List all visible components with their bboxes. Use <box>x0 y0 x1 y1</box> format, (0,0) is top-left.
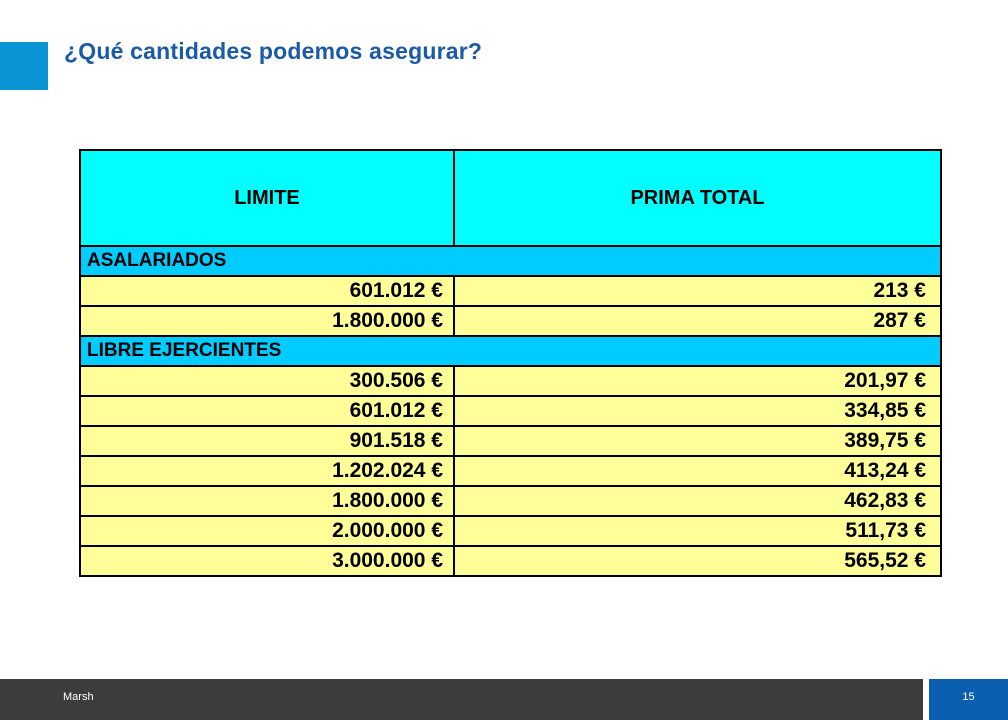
slide-title: ¿Qué cantidades podemos asegurar? <box>64 38 483 64</box>
prima-cell: 213 € <box>454 276 941 306</box>
header-prima-total: PRIMA TOTAL <box>454 150 941 246</box>
prima-cell: 511,73 € <box>454 516 941 546</box>
limit-cell: 1.800.000 € <box>80 486 454 516</box>
table-row <box>80 486 941 516</box>
prima-cell: 334,85 € <box>454 396 941 426</box>
limit-cell: 300.506 € <box>80 366 454 396</box>
table-row <box>80 546 941 576</box>
table-row <box>80 516 941 546</box>
section-row-asalariados <box>80 246 941 276</box>
table-row <box>80 306 941 336</box>
limit-cell: 1.800.000 € <box>80 306 454 336</box>
prima-cell: 201,97 € <box>454 366 941 396</box>
limit-cell: 1.202.024 € <box>80 456 454 486</box>
prima-cell: 565,52 € <box>454 546 941 576</box>
prima-cell: 287 € <box>454 306 941 336</box>
table-row <box>80 366 941 396</box>
prima-cell: 462,83 € <box>454 486 941 516</box>
table-row <box>80 276 941 306</box>
prima-cell: 413,24 € <box>454 456 941 486</box>
coverage-rates-table <box>79 149 942 577</box>
limit-cell: 601.012 € <box>80 396 454 426</box>
header-limit: LIMITE <box>80 150 454 246</box>
title-accent-square <box>0 42 48 90</box>
limit-cell: 901.518 € <box>80 426 454 456</box>
section-row-libre-ejercientes <box>80 336 941 366</box>
limit-cell: 2.000.000 € <box>80 516 454 546</box>
page-number: 15 <box>962 691 975 703</box>
table-row <box>80 456 941 486</box>
section-label: LIBRE EJERCIENTES <box>80 336 941 366</box>
limit-cell: 601.012 € <box>80 276 454 306</box>
table-row <box>80 426 941 456</box>
footer-bar <box>0 679 923 720</box>
table-header-row <box>80 150 941 246</box>
prima-cell: 389,75 € <box>454 426 941 456</box>
table-row <box>80 396 941 426</box>
footer-brand: Marsh <box>63 691 94 703</box>
limit-cell: 3.000.000 € <box>80 546 454 576</box>
section-label: ASALARIADOS <box>80 246 941 276</box>
